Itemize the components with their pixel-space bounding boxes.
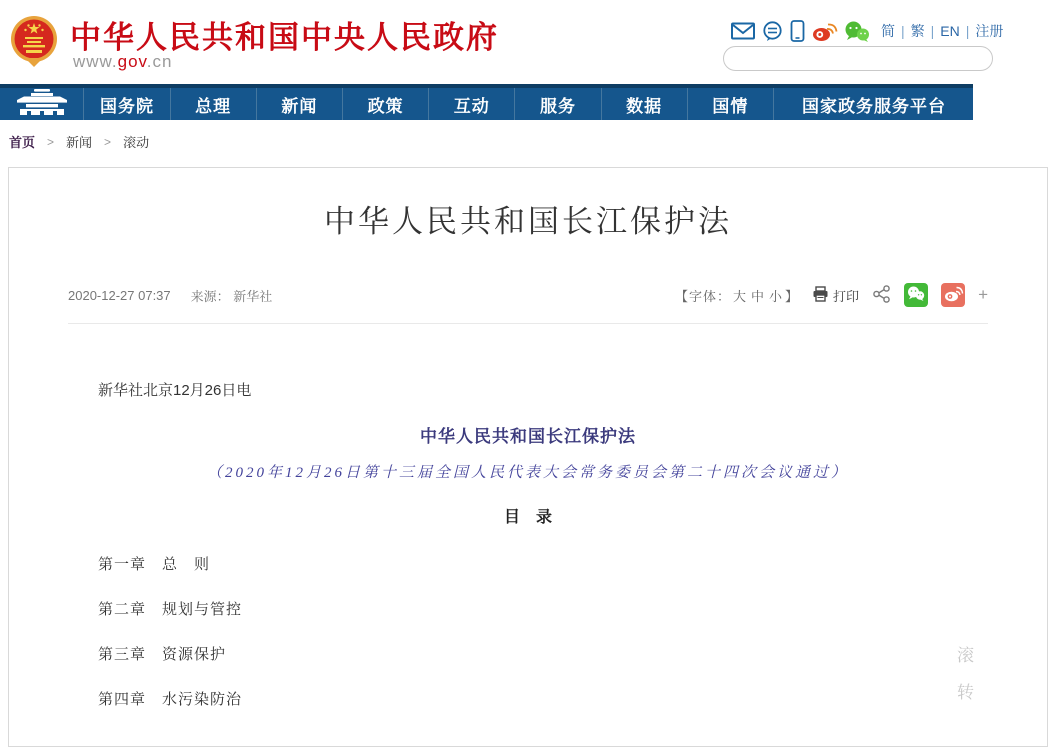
- toc-chapter-2: 第二章 规划与管控: [98, 601, 243, 618]
- nav-item-fuwu[interactable]: 服务: [514, 88, 600, 120]
- article-meta-row: [68, 283, 988, 307]
- toc-chapter-3: 第三章 资源保护: [98, 646, 227, 663]
- breadcrumb-separator: >: [104, 134, 112, 149]
- article-body: [68, 380, 988, 710]
- site-url-www: www.: [73, 52, 118, 71]
- nav-item-xinwen[interactable]: 新闻: [256, 88, 342, 120]
- font-size-control: [675, 286, 799, 305]
- weibo-share-icon: [944, 286, 963, 305]
- law-title: 中华人民共和国长江保护法: [420, 427, 636, 446]
- breadcrumb: [9, 132, 149, 151]
- breadcrumb-scroll[interactable]: 滚动: [123, 135, 150, 150]
- mail-icon[interactable]: [731, 22, 755, 40]
- site-url[interactable]: [73, 52, 172, 72]
- lang-separator: |: [930, 23, 935, 39]
- nav-item-guoqing[interactable]: 国情: [687, 88, 773, 120]
- share-wechat-button[interactable]: [904, 283, 928, 307]
- toc-title: 目 录: [503, 509, 552, 526]
- nav-item-zongli[interactable]: 总理: [170, 88, 256, 120]
- share-icon[interactable]: [872, 285, 891, 306]
- nav-item-zhengce[interactable]: 政策: [342, 88, 428, 120]
- site-header: [0, 0, 1004, 84]
- lang-simplified[interactable]: 简: [881, 23, 895, 39]
- comment-icon[interactable]: [762, 21, 783, 41]
- printer-icon: [812, 286, 829, 305]
- wechat-icon[interactable]: [844, 21, 870, 42]
- font-ctl-prefix: 【字体：: [674, 288, 731, 304]
- breadcrumb-news[interactable]: 新闻: [66, 135, 93, 150]
- page-title: 中华人民共和国长江保护法: [324, 204, 732, 239]
- font-size-medium-button[interactable]: 中: [751, 288, 766, 304]
- nav-item-hudong[interactable]: 互动: [428, 88, 514, 120]
- meta-divider: [68, 323, 988, 324]
- font-ctl-suffix: 】: [785, 288, 800, 304]
- breadcrumb-home[interactable]: 首页: [9, 135, 36, 150]
- site-title[interactable]: 中华人民共和国中央人民政府: [70, 20, 499, 55]
- nav-item-zhengwu-platform[interactable]: 国家政务服务平台: [773, 88, 973, 120]
- national-emblem-icon: [8, 14, 60, 68]
- font-size-small-button[interactable]: 小: [769, 288, 784, 304]
- mobile-icon[interactable]: [790, 20, 805, 42]
- share-weibo-button[interactable]: [941, 283, 965, 307]
- dateline: 新华社北京12月26日电: [98, 382, 252, 399]
- language-links: [881, 21, 1003, 41]
- lang-separator: |: [965, 23, 970, 39]
- font-size-large-button[interactable]: 大: [732, 288, 747, 304]
- breadcrumb-separator: >: [47, 134, 55, 149]
- lang-english[interactable]: EN: [940, 23, 960, 39]
- floating-widget-text[interactable]: 滚: [957, 646, 974, 665]
- search-input[interactable]: [723, 46, 993, 71]
- tiananmen-home-icon: [13, 88, 71, 120]
- weibo-icon[interactable]: [812, 21, 837, 42]
- print-label: 打印: [833, 288, 860, 304]
- register-link[interactable]: 注册: [975, 23, 1004, 39]
- lang-traditional[interactable]: 繁: [910, 23, 925, 39]
- publish-date: 2020-12-27 07:37: [68, 287, 171, 303]
- print-button[interactable]: [812, 286, 859, 305]
- lang-separator: |: [901, 23, 905, 39]
- site-url-gov: gov: [117, 52, 147, 71]
- article-container: [8, 167, 1048, 747]
- header-utility-icons: [731, 20, 1003, 42]
- floating-widget-text[interactable]: 转: [957, 683, 974, 702]
- nav-item-shuju[interactable]: 数据: [601, 88, 687, 120]
- article-source: 来源： 新华社: [190, 288, 273, 304]
- law-subtitle: （2020年12月26日第十三届全国人民代表大会常务委员会第二十四次会议通过）: [206, 465, 849, 481]
- nav-item-guowuyuan[interactable]: 国务院: [83, 88, 169, 120]
- toc-chapter-1: 第一章 总 则: [98, 556, 211, 573]
- share-more-button[interactable]: +: [978, 285, 988, 304]
- toc-chapter-4: 第四章 水污染防治: [98, 691, 243, 708]
- wechat-share-icon: [907, 286, 925, 304]
- nav-home-button[interactable]: [0, 88, 83, 120]
- site-url-cn: .cn: [146, 52, 173, 71]
- main-nav: [0, 84, 973, 120]
